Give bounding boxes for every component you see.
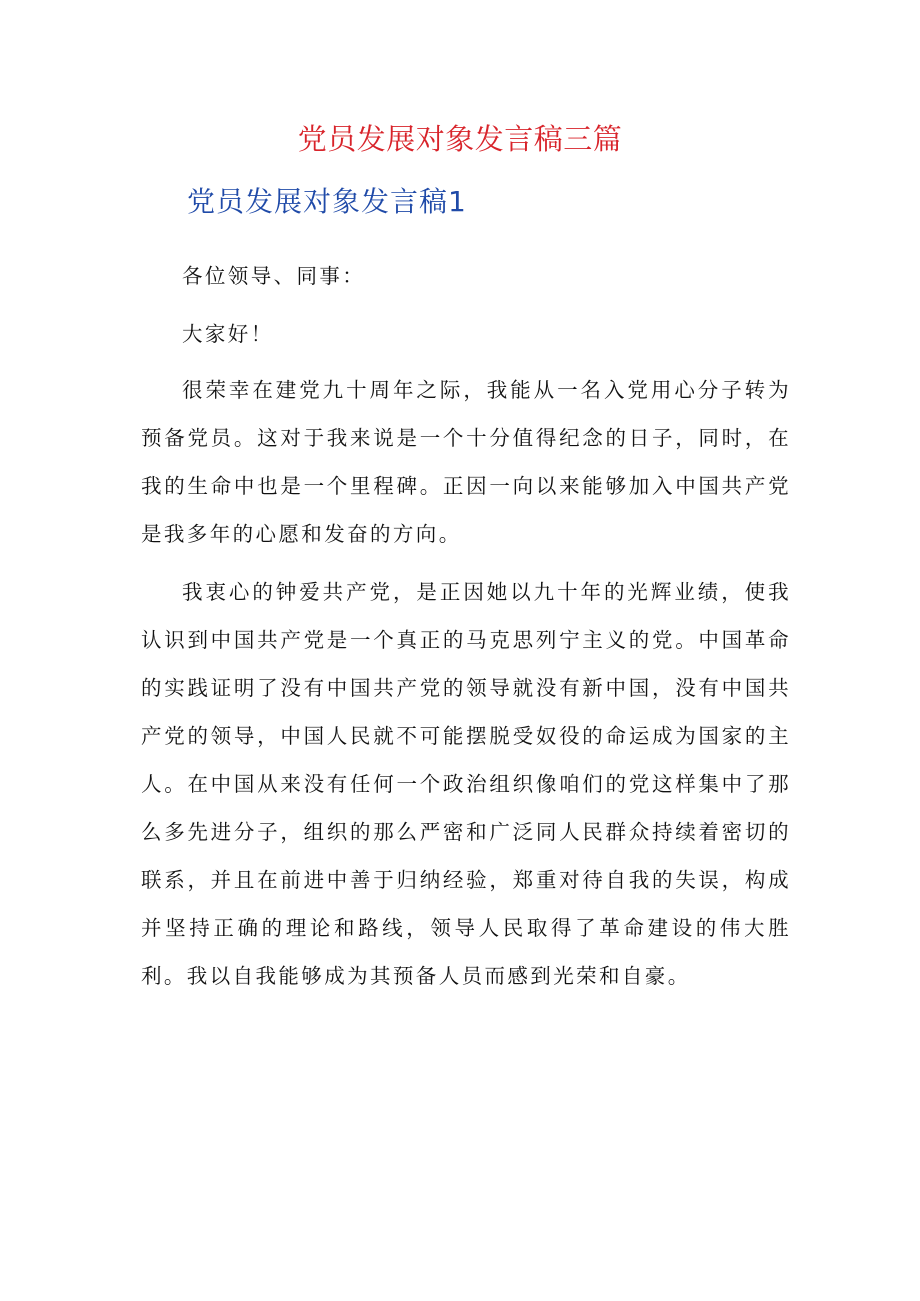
paragraph-hello: 大家好！ xyxy=(182,322,274,346)
paragraph-body-2: 我衷心的钟爱共产党，是正因她以九十年的光辉业绩，使我认识到中国共产党是一个真正的马克思列宁主义的党。中国革命的实践证明了没有中国共产党的领导就没有新中国，没有中国共产党的领导，中国人民就不可能摆脱受奴役的命运成为国家的主人。在中国从来没有任何一个政治组织像咱们的党这样集中了那么多先进分子，组织的那么严密和广泛同人民群众持续着密切的联系，并且在前进中善于归纳经验，郑重对待自我的失误，构成并坚持正确的理论和路线，领导人民取得了革命建设的伟大胜利。我以自我能够成为其预备人员而感到光荣和自豪。 xyxy=(141,580,791,988)
section-heading: 党员发展对象发言稿1 xyxy=(187,185,467,218)
paragraph-body-1: 很荣幸在建党九十周年之际，我能从一名入党用心分子转为预备党员。这对于我来说是一个十分值得纪念的日子，同时，在我的生命中也是一个里程碑。正因一向以来能够加入中国共产党是我多年的心愿和发奋的方向。 xyxy=(141,378,791,546)
paragraph-greeting: 各位领导、同事： xyxy=(182,264,366,288)
document-title: 党员发展对象发言稿三篇 xyxy=(297,122,623,156)
